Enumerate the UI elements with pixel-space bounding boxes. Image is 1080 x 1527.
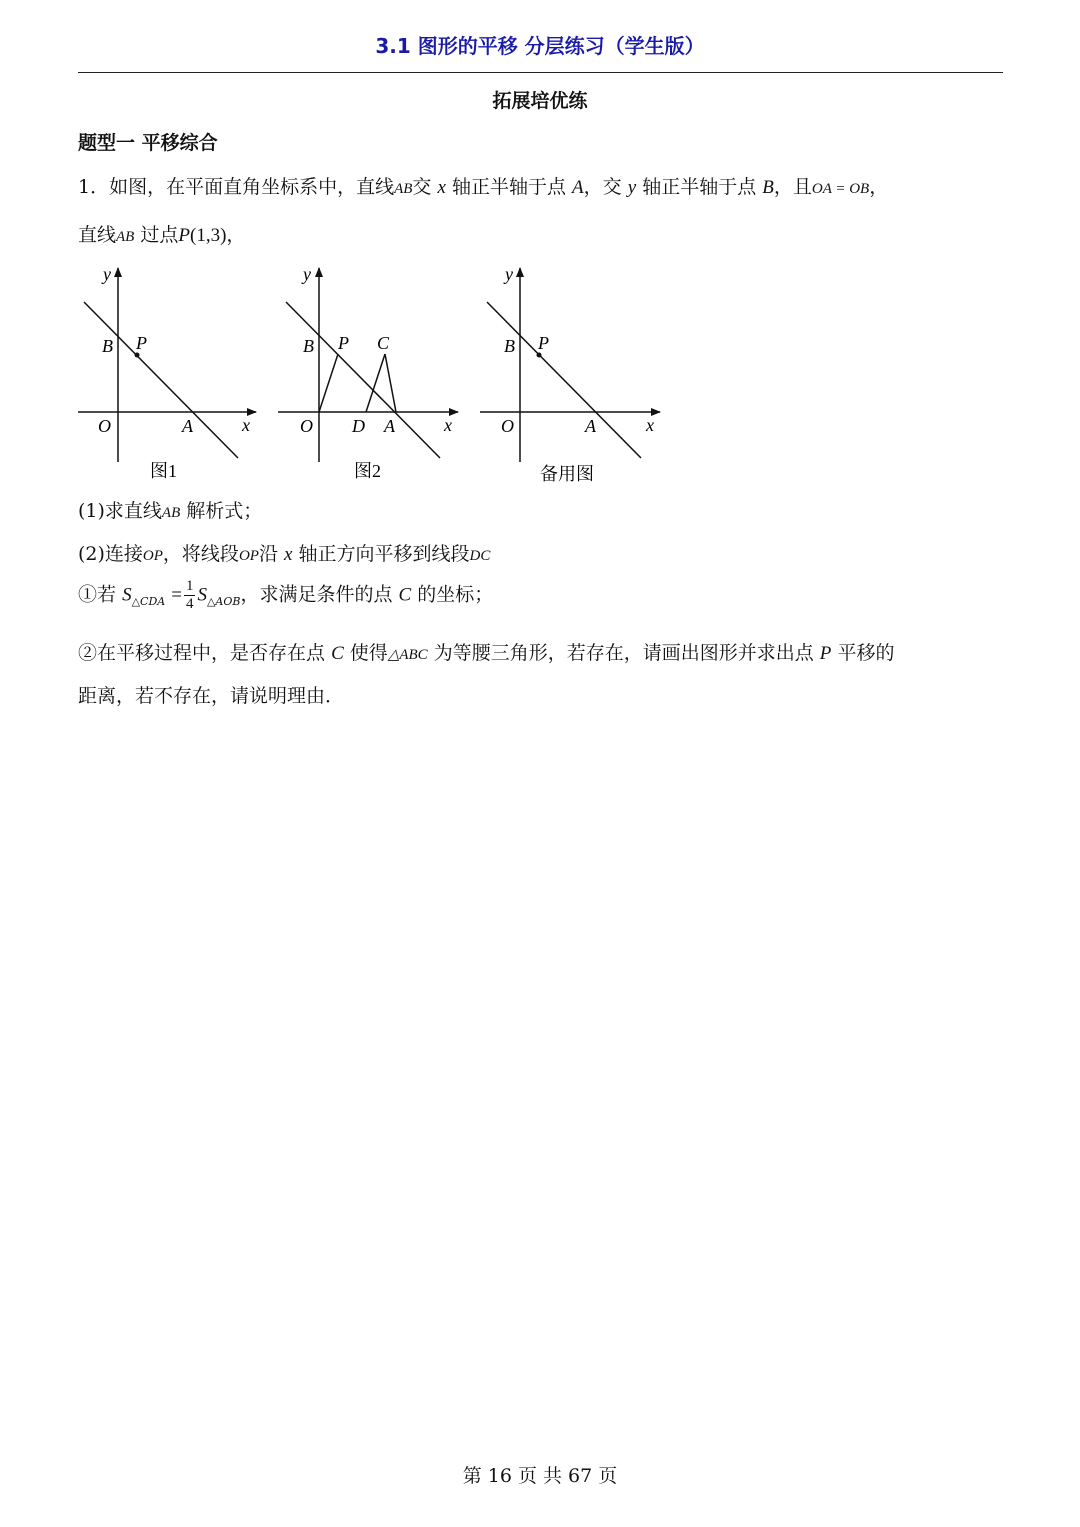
text: 平移的 (837, 642, 895, 664)
text: ，且 (773, 176, 812, 198)
point-p-dot (135, 353, 140, 358)
math-s: S (122, 584, 132, 606)
math-point-p: P (178, 225, 191, 246)
label-c: C (377, 333, 390, 353)
label-a: A (182, 416, 193, 436)
math-point-c: C (398, 584, 412, 606)
label-b: B (102, 336, 113, 356)
text: 解析式； (186, 500, 263, 522)
question-2 (78, 539, 490, 566)
figure-2 (278, 264, 458, 481)
label-x: x (646, 415, 654, 435)
text: 轴正半轴于点 (451, 176, 566, 198)
math-ab: AB (116, 229, 135, 245)
math-y: y (627, 177, 637, 198)
label-y: y (505, 264, 513, 284)
math-oa-ob: OA = OB (811, 181, 870, 197)
header-divider (78, 72, 1003, 73)
segment-op (319, 354, 338, 412)
figure-backup (480, 264, 660, 484)
question-type-heading: 题型一 平移综合 (78, 132, 218, 154)
question-2-part-1 (78, 578, 493, 613)
coordinate-figures (70, 258, 680, 490)
math-op: OP (238, 548, 259, 564)
math-point-c: C (331, 643, 344, 664)
label-p: P (538, 333, 549, 353)
math-x: x (437, 177, 446, 198)
point-p-dot (537, 353, 542, 358)
figures-row (70, 258, 680, 490)
math-s: S (197, 584, 207, 606)
caption-fig-1: 图1 (150, 461, 177, 481)
label-o: O (501, 416, 514, 436)
text: 交 (412, 176, 432, 198)
text: ①若 (78, 583, 117, 606)
label-o: O (98, 416, 111, 436)
math-subscript-aob: △AOB (206, 594, 241, 608)
text: 使得 (349, 642, 388, 664)
label-p: P (338, 333, 349, 353)
label-b: B (504, 336, 515, 356)
label-p: P (136, 333, 147, 353)
label-x: x (444, 415, 452, 435)
text: 沿 (258, 543, 278, 565)
text: ②在平移过程中，是否存在点 (78, 642, 326, 664)
math-ab: AB (394, 181, 413, 197)
question-2-part-2 (78, 638, 894, 665)
label-a: A (585, 416, 596, 436)
math-subscript-cda: △CDA (131, 594, 166, 608)
math-coordinates: (1,3) (190, 225, 227, 246)
math-fraction (184, 578, 196, 613)
fraction-numerator: 1 (185, 578, 194, 594)
text: 1．如图，在平面直角坐标系中，直线 (78, 176, 395, 198)
text: 的坐标； (417, 583, 494, 606)
text: 为等腰三角形，若存在，请画出图形并求出点 (433, 642, 814, 664)
label-d: D (352, 416, 365, 436)
math-x: x (284, 544, 293, 565)
page-footer: 第 16 页 共 67 页 (462, 1465, 618, 1487)
text: (2)连接 (78, 543, 143, 565)
text: ，求满足条件的点 (240, 583, 393, 606)
page-header-title: 3.1 图形的平移 分层练习（学生版） (375, 34, 705, 58)
math-triangle-abc: △ABC (387, 647, 428, 663)
section-heading: 拓展培优练 (492, 90, 588, 112)
math-point-b: B (762, 177, 774, 198)
text: ， (226, 224, 246, 246)
segment-dc (366, 354, 385, 412)
fraction-denominator: 4 (185, 596, 194, 612)
text: ，交 (583, 176, 622, 198)
label-x: x (242, 415, 250, 435)
math-ab: AB (161, 505, 181, 521)
text: (1)求直线 (78, 500, 162, 522)
caption-fig-backup: 备用图 (540, 464, 594, 484)
question-1 (78, 496, 262, 523)
math-op: OP (142, 548, 163, 564)
caption-fig-2: 图2 (354, 461, 381, 481)
text: 直线 (78, 224, 117, 246)
math-dc: DC (469, 548, 491, 564)
text: 轴正方向平移到线段 (298, 543, 470, 565)
text: 轴正半轴于点 (642, 176, 757, 198)
label-o: O (300, 416, 313, 436)
label-y: y (103, 264, 111, 284)
math-point-a: A (572, 177, 584, 198)
math-equals: = (171, 584, 182, 606)
text: ， (869, 176, 889, 198)
problem-line-2 (78, 220, 245, 247)
text: 距离，若不存在，请说明理由． (78, 685, 345, 707)
figure-1 (78, 264, 256, 481)
label-b: B (303, 336, 314, 356)
question-2-part-2-cont (78, 681, 344, 708)
text: ，将线段 (162, 543, 239, 565)
text: 过点 (140, 224, 179, 246)
problem-line-1 (78, 172, 888, 199)
math-point-p: P (819, 643, 832, 664)
label-y: y (303, 264, 311, 284)
label-a: A (384, 416, 395, 436)
